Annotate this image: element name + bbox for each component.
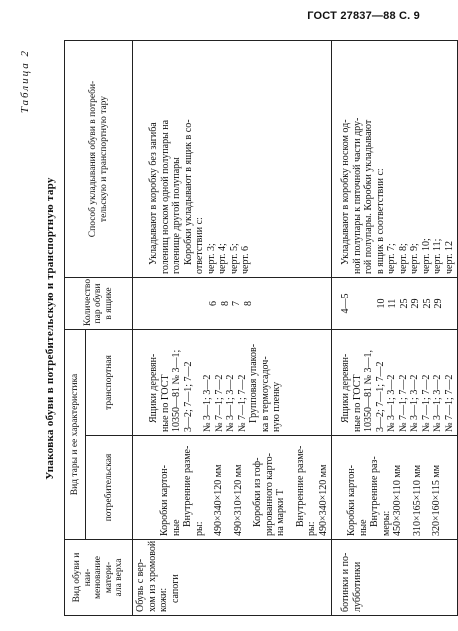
page-header: ГОСТ 27837—88 С. 9 xyxy=(307,10,420,22)
header-packing-method: Способ укладывания обуви в потреби- тельскую и транспортную тару xyxy=(65,41,133,278)
cell-method-shoes: Укладывают в коробку носком од- ной полупары к пяточной части дру- гой полупары. Коробки укладывают в ящик в соответствии с: черт. 7; черт. 8; черт. 9; черт. 10; черт. 11; черт. 12 xyxy=(332,41,458,278)
header-consumer-packaging: потребительская xyxy=(86,436,133,540)
cell-transport-boots: Ящики деревян- ные по ГОСТ 10350—81 № 3—1; 3—2; 7—1; 7—2 № 3—1; 3—2 № 7—1; 7—2 № 3—1; 3—2 № 7—1; 7—2 Групповая упаков- ка в термоусадоч- ную пленку xyxy=(133,330,332,436)
header-transport-packaging: транспортная xyxy=(86,330,133,436)
cell-consumer-shoes: Коробки картон- ные Внутренние раз- меры: 450×300×110 мм 310×165×110 мм 320×160×115 мм xyxy=(332,436,458,540)
cell-footwear-boots: Обувь с вер- хом из хромовой кожи: сапоги xyxy=(133,540,332,616)
packaging-table xyxy=(64,40,458,616)
rotated-table-block xyxy=(12,41,455,616)
header-footwear-type: Вид обуви и наи- менование матери- ала верха xyxy=(65,540,133,616)
header-pair-count: Количество пар обуви в ящике xyxy=(65,278,133,330)
cell-consumer-boots: Коробки картон- ные Внутренние разме- ры: 490×340×120 мм 490×310×120 мм Коробки из гоф- рированного карто- на марки Т Внутренние разме- ры: 490×340×120 мм xyxy=(133,436,332,540)
table-label: Таблица 2 xyxy=(19,49,31,114)
header-container-type: Вид тары и ее характеристика xyxy=(65,330,86,540)
cell-method-boots: Укладывают в коробку без загиба голенищ носком одной полупары на голенище другой полупары Коробки укладывают в ящик в со- ответствии с: черт. 3; черт. 4; черт. 5; черт. 6 xyxy=(133,41,332,278)
table-title: Упаковка обуви в потребительскую и транспортную тару xyxy=(44,177,56,480)
cell-count-boots: 6 8 7 8 xyxy=(133,278,332,330)
cell-transport-shoes: Ящики деревян- ные по ГОСТ 10350—81 № 3—1, 3—2; 7—1; 7—2 № 3—1; 3—2 № 7—1; 7—2 № 3—1; 3—2 № 7—1; 7—2 № 3—1; 3—2 № 7—1; 7—2 xyxy=(332,330,458,436)
cell-footwear-shoes: ботинки и по- лубботинки xyxy=(332,540,458,616)
cell-count-shoes: 4—5 10 11 25 29 25 29 xyxy=(332,278,458,330)
